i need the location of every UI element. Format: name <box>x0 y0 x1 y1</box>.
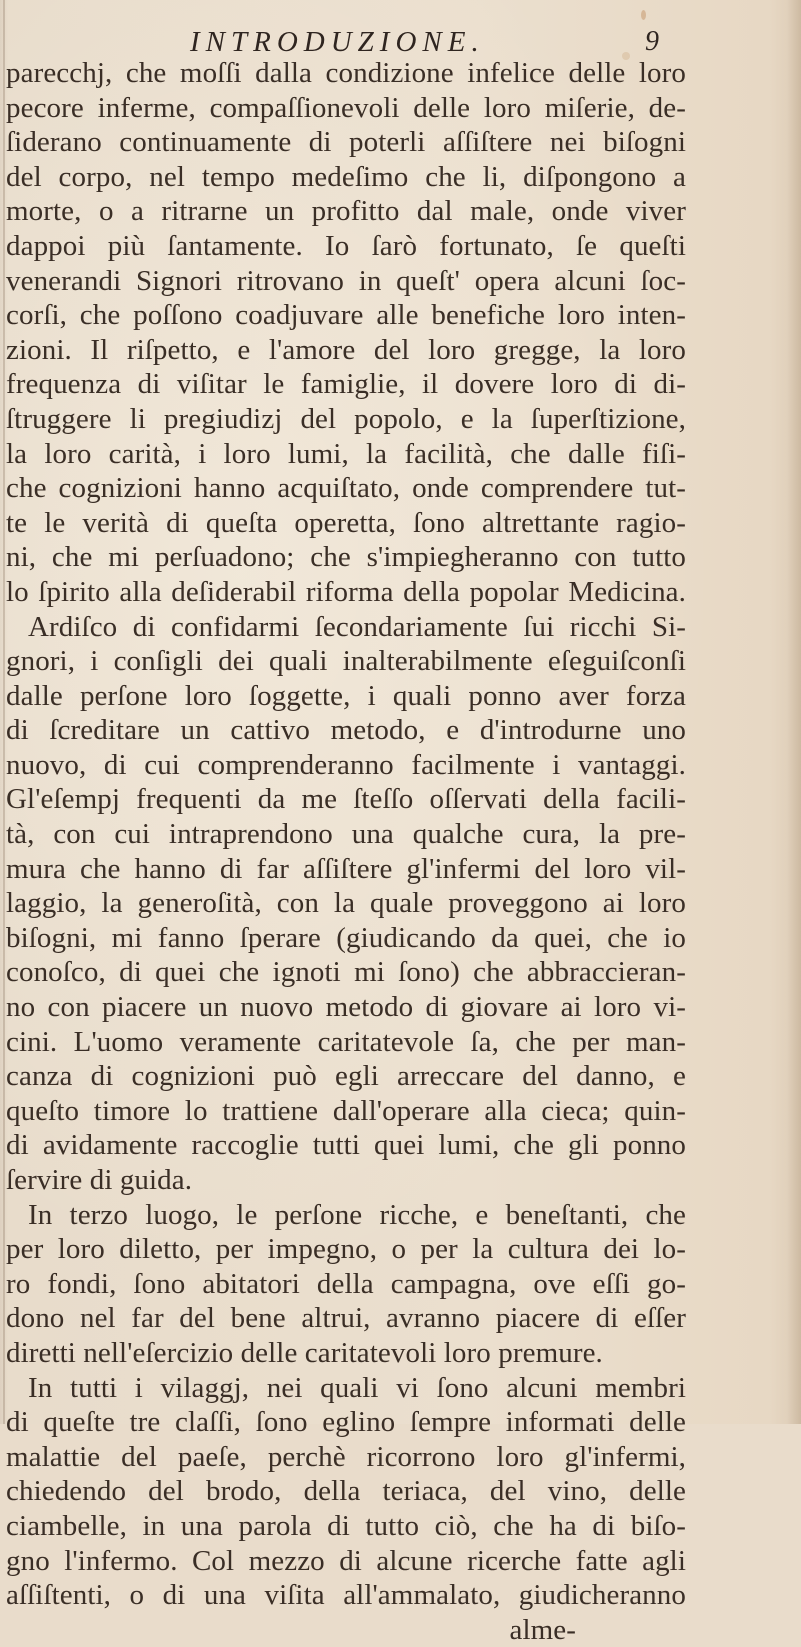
text-line: cini. L'uomo veramente caritatevole ſa, che per man- <box>6 1025 686 1058</box>
text-line: lo ſpirito alla deſiderabil riforma della popolar Medicina. <box>6 575 686 608</box>
page-gutter-edge <box>3 0 5 1424</box>
text-line: venerandi Signori ritrovano in queſt' opera alcuni ſoc- <box>6 264 686 297</box>
text-line: mura che hanno di far aſſiſtere gl'infermi del loro vil- <box>6 852 686 885</box>
text-line: canza di cognizioni può egli arreccare del danno, e <box>6 1060 686 1093</box>
paragraph-end-line: ſervire di guida. <box>6 1164 193 1196</box>
text-line: dappoi più ſantamente. Io ſarò fortunato, ſe queſti <box>6 229 686 262</box>
page-number: 9 <box>645 26 659 57</box>
text-line: ro fondi, ſono abitatori della campagna, ove eſſi go- <box>6 1267 686 1300</box>
paragraph-start-line: In terzo luogo, le perſone ricche, e beneſtanti, che <box>28 1198 686 1231</box>
text-line: biſogni, mi fanno ſperare (giudicando da quei, che io <box>6 921 686 954</box>
text-line: ciambelle, in una parola di tutto ciò, che ha di biſo- <box>6 1509 686 1542</box>
text-line: per loro diletto, per impegno, o per la cultura dei lo- <box>6 1233 686 1266</box>
text-line: corſi, che poſſono coadjuvare alle benefiche loro inten- <box>6 299 686 332</box>
text-line: dalle perſone loro ſoggette, i quali ponno aver forza <box>6 679 686 712</box>
text-line: ſiderano continuamente di poterli aſſiſtere nei biſogni <box>6 126 686 159</box>
text-line: no con piacere un nuovo metodo di giovare ai loro vi- <box>6 991 686 1024</box>
text-line: frequenza di viſitar le famiglie, il dovere loro di di- <box>6 368 686 401</box>
text-line: pecore inferme, compaſſionevoli delle loro miſerie, de- <box>6 91 686 124</box>
text-line: del corpo, nel tempo medeſimo che li, diſpongono a <box>6 160 686 193</box>
text-line: di queſte tre claſſi, ſono eglino ſempre informati delle <box>6 1406 686 1439</box>
text-line: tà, con cui intraprendono una qualche cura, la pre- <box>6 818 686 851</box>
paragraph-end-line: diretti nell'eſercizio delle caritatevoli loro premure. <box>6 1336 603 1369</box>
text-line: conoſco, di quei che ignoti mi ſono) che abbraccieran- <box>6 956 686 989</box>
text-line: gnori, i conſigli dei quali inalterabilmente eſeguiſconſi <box>6 645 686 678</box>
foxing-spot <box>641 10 646 20</box>
text-line: chiedendo del brodo, della teriaca, del vino, delle <box>6 1475 686 1508</box>
text-line: morte, o a ritrarne un profitto dal male, onde viver <box>6 195 686 228</box>
text-line: queſto timore lo trattiene dall'operare alla cieca; quin- <box>6 1094 686 1127</box>
text-line: di avidamente raccoglie tutti quei lumi, che gli ponno <box>6 1129 686 1162</box>
text-line: aſſiſtenti, o di una viſita all'ammalato, giudicheranno <box>6 1579 686 1612</box>
text-line: che cognizioni hanno acquiſtato, onde comprendere tut- <box>6 472 686 505</box>
text-line: gno l'infermo. Col mezzo di alcune ricerche fatte agli <box>6 1544 686 1577</box>
text-line: te le verità di queſta operetta, ſono altrettante ragio- <box>6 506 686 539</box>
paragraph-start-line: Ardiſco di confidarmi ſecondariamente ſui ricchi Si- <box>28 610 686 643</box>
text-line: ni, che mi perſuadono; che s'impiegheranno con tutto <box>6 541 686 574</box>
text-line: Gl'eſempj frequenti da me ſteſſo oſſervati della facili- <box>6 783 686 816</box>
text-line: dono nel far del bene altrui, avranno piacere di eſſer <box>6 1302 686 1335</box>
text-line: parecchj, che moſſi dalla condizione infelice delle loro <box>6 57 686 89</box>
body-text <box>6 56 686 1647</box>
text-line: la loro carità, i loro lumi, la facilità, che dalle fiſi- <box>6 437 686 470</box>
text-line: malattie del paeſe, perchè ricorrono loro gl'infermi, <box>6 1440 686 1473</box>
page-right-edge-shadow <box>787 0 801 1424</box>
page-header <box>0 26 801 60</box>
paragraph-start-line: In tutti i vilaggj, nei quali vi ſono alcuni membri <box>28 1371 686 1404</box>
text-line: di ſcreditare un cattivo metodo, e d'introdurne uno <box>6 714 686 747</box>
text-line: zioni. Il riſpetto, e l'amore del loro gregge, la loro <box>6 333 686 366</box>
text-line: nuovo, di cui comprenderanno facilmente i vantaggi. <box>6 748 686 781</box>
catchword: alme- <box>509 1613 576 1646</box>
text-line: laggio, la generoſità, con la quale proveggono ai loro <box>6 887 686 920</box>
running-title: INTRODUZIONE. <box>190 26 485 58</box>
text-line: ſtruggere li pregiudizj del popolo, e la ſuperſtizione, <box>6 402 686 435</box>
